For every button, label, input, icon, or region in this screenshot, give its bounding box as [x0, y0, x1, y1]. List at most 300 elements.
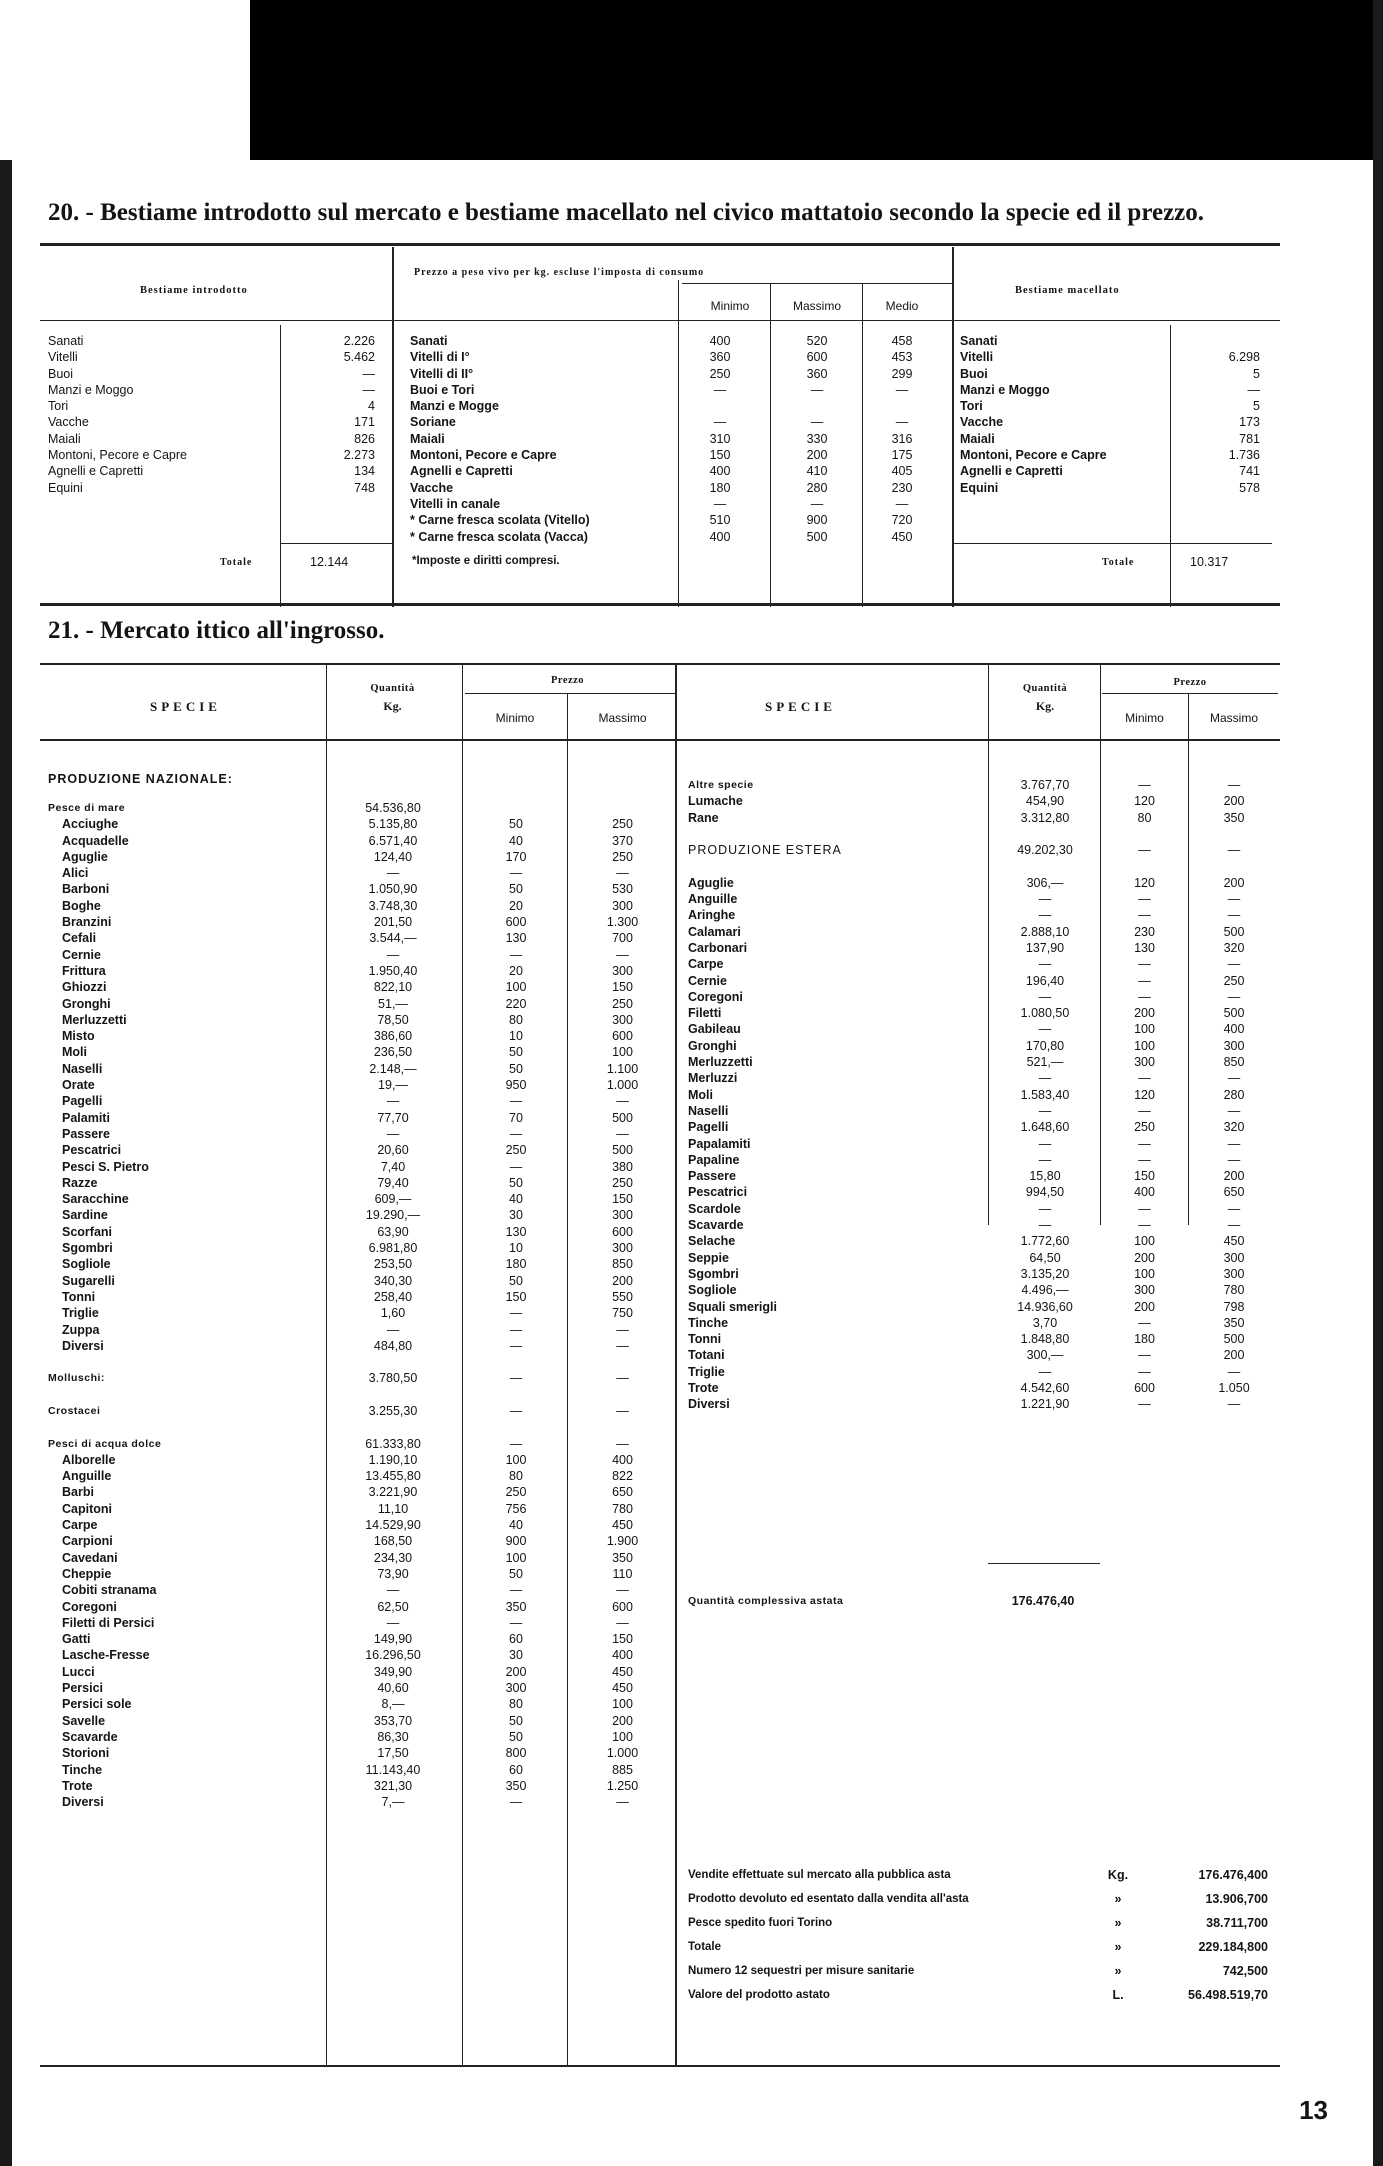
t21-right-min: — — [1138, 1218, 1151, 1233]
t21-left-row — [48, 1256, 673, 1272]
t21-left-quantity: 253,50 — [373, 1257, 413, 1272]
t21-left-label: Orate — [62, 1078, 95, 1093]
t21-summary-row — [688, 1887, 1278, 1911]
t20-introdotto-list — [48, 333, 388, 496]
t21-right-quantity: 306,— — [1026, 875, 1064, 890]
t21-right-label: Aguglie — [688, 875, 734, 890]
t20-macellato-row — [960, 349, 1265, 365]
t21-left-min: 200 — [505, 1664, 527, 1679]
t21-right-label: Trote — [688, 1380, 719, 1395]
t21-right-quantity: 3.312,80 — [1020, 810, 1070, 825]
t21-left-label: Cobiti stranama — [62, 1583, 157, 1598]
t21-right-row — [688, 1217, 1278, 1233]
t21-summary-row — [688, 1863, 1278, 1887]
t21-left-row — [48, 1582, 673, 1598]
t21-col-kg-right: Kg. — [1035, 699, 1055, 713]
t20-prezzi-row — [410, 366, 950, 382]
t20-macellato-row — [960, 382, 1265, 398]
t21-left-min: 50 — [509, 1045, 523, 1060]
t21-left-min: — — [509, 1795, 523, 1810]
t21-left-row — [48, 1468, 673, 1484]
t21-right-row — [688, 989, 1278, 1005]
t20-introdotto-label: Agnelli e Capretti — [48, 464, 144, 479]
t21-left-max: 300 — [612, 898, 633, 913]
t21-left-label: Merluzzetti — [62, 1012, 127, 1027]
t21-left-quantity: 78,50 — [377, 1012, 409, 1027]
t21-right-row — [688, 1103, 1278, 1119]
t20-introdotto-value: 2.226 — [343, 334, 375, 348]
t21-left-max: 450 — [612, 1518, 633, 1533]
t21-left-max: 1.000 — [606, 1746, 639, 1761]
t21-left-row — [48, 1745, 673, 1761]
t21-left-label: Pagelli — [62, 1094, 103, 1109]
t20-macellato-value: 5 — [1253, 366, 1260, 381]
t21-left-row — [48, 1533, 673, 1549]
t21-right-row — [688, 810, 1278, 826]
t21-left-quantity: 822,10 — [373, 980, 413, 995]
t21-left-label: Barboni — [62, 882, 110, 897]
t20-introdotto-row — [48, 431, 388, 447]
t21-left-max: 400 — [612, 1452, 633, 1467]
t20-macellato-row — [960, 398, 1265, 414]
t20-introdotto-value: 826 — [354, 431, 375, 446]
t21-left-min: 350 — [505, 1778, 527, 1793]
t21-right-quantity: 137,90 — [1025, 940, 1065, 955]
t21-left-quantity: 236,50 — [373, 1045, 413, 1060]
t21-left-quantity: 258,40 — [373, 1289, 413, 1304]
t20-prezzi-max: 900 — [806, 513, 828, 528]
t21-left-quantity: 14.529,90 — [365, 1518, 421, 1533]
t21-right-label: Anguille — [688, 892, 738, 907]
t21-left-row — [48, 1061, 673, 1077]
t20-prezzi-avg: 720 — [891, 513, 913, 528]
t21-left-label: Misto — [62, 1029, 95, 1044]
t21-right-max: 250 — [1223, 973, 1245, 988]
t20-totale-introdotto: 12.144 — [310, 555, 349, 569]
t21-left-label: Barbi — [62, 1485, 94, 1500]
t21-left-row — [48, 1696, 673, 1712]
t21-col-min-left: Minimo — [495, 711, 535, 725]
t21-right-label: Calamari — [688, 924, 741, 939]
t21-left-row — [48, 1093, 673, 1109]
t20-introdotto-value: 2.273 — [343, 448, 375, 463]
t21-summary-unit: L. — [1112, 1988, 1124, 2002]
t21-right-quantity: 2.888,10 — [1020, 924, 1070, 939]
t21-right-max: 780 — [1223, 1283, 1245, 1298]
t21-summary-label: Totale — [688, 1941, 722, 1953]
t21-left-min: — — [509, 947, 523, 962]
t21-left-min: — — [509, 1615, 523, 1630]
t21-left-max: 300 — [612, 1241, 633, 1256]
t21-summary-value: 56.498.519,70 — [1188, 1988, 1268, 2002]
t21-left-min: — — [509, 1338, 523, 1353]
t20-macellato-row — [960, 463, 1265, 479]
t20-macellato-value: 173 — [1239, 415, 1260, 430]
t20-note: *Imposte e diritti compresi. — [412, 555, 560, 567]
t21-left-quantity: 1,60 — [380, 1306, 406, 1321]
t21-left-quantity: 11,10 — [377, 1501, 409, 1516]
t20-introdotto-row — [48, 447, 388, 463]
t21-left-label: Crostacei — [48, 1404, 101, 1417]
t21-left-max: — — [616, 1338, 629, 1353]
t21-left-quantity: 7,— — [381, 1795, 405, 1810]
t21-left-min: — — [509, 1371, 523, 1386]
t21-left-quantity: 1.190,10 — [368, 1452, 418, 1467]
t21-left-min: 20 — [509, 898, 523, 913]
t21-total-rule — [988, 1563, 1100, 1564]
t21-left-quantity: — — [386, 947, 400, 962]
t21-left-max: 1.300 — [606, 915, 639, 930]
t20-prezzi-min: — — [713, 496, 727, 511]
t21-right-quantity: — — [1038, 1152, 1052, 1167]
t21-right-min: 130 — [1134, 940, 1155, 955]
t21-left-row — [48, 1647, 673, 1663]
t21-left-max: 200 — [612, 1713, 633, 1728]
t20-prezzi-label: Vacche — [410, 480, 454, 495]
t21-col-specie-left: SPECIE — [150, 699, 221, 714]
t21-left-max: 250 — [612, 817, 633, 832]
t21-right-label: Lumache — [688, 794, 743, 809]
t21-right-quantity: — — [1038, 1201, 1052, 1216]
t21-left-label: Cefali — [62, 931, 97, 946]
t21-right-max: 200 — [1223, 794, 1245, 809]
t20-prezzi-list — [410, 333, 950, 545]
t21-right-label: Papaline — [688, 1152, 740, 1167]
t21-right-quantity: — — [1038, 1364, 1052, 1379]
t20-introdotto-row — [48, 463, 388, 479]
t20-prezzi-min: 250 — [709, 366, 731, 381]
t21-right-quantity: 994,50 — [1025, 1185, 1065, 1200]
t20-totale-macellato-label: Totale — [1102, 557, 1135, 568]
t21-right-label: Gabileau — [688, 1022, 741, 1037]
t21-left-quantity: 16.296,50 — [365, 1648, 421, 1663]
t21-left-row — [48, 1289, 673, 1305]
t21-left-max: 500 — [612, 1143, 633, 1158]
t20-macellato-label: Tori — [960, 399, 983, 414]
t20-introdotto-row — [48, 480, 388, 496]
t21-left-min: 50 — [509, 1713, 523, 1728]
t20-macellato-label: Manzi e Moggo — [960, 382, 1050, 397]
t20-macellato-label: Buoi — [960, 366, 988, 381]
t21-left-label: Pesci di acqua dolce — [48, 1437, 162, 1450]
t21-left-max: 150 — [612, 980, 633, 995]
t21-left-label: Passere — [62, 1126, 110, 1141]
t21-left-row — [48, 1387, 673, 1403]
t21-right-max: 798 — [1223, 1299, 1245, 1314]
t21-right-min: — — [1138, 908, 1151, 923]
t21-right-row — [688, 1038, 1278, 1054]
t21-left-min: — — [509, 1403, 523, 1418]
t21-left-label: Diversi — [62, 1795, 104, 1810]
t21-right-label: Papalamiti — [688, 1136, 751, 1151]
t21-right-quantity: 454,90 — [1025, 794, 1065, 809]
t21-right-max: — — [1227, 1364, 1241, 1379]
t21-right-min: — — [1138, 843, 1151, 858]
t21-prezzo-rule-left — [465, 693, 675, 694]
t21-left-min: 250 — [505, 1143, 527, 1158]
t21-left-min: 100 — [505, 980, 527, 995]
t21-left-max: — — [616, 1126, 629, 1141]
t21-right-min: 300 — [1134, 1055, 1155, 1070]
t21-right-row — [688, 777, 1278, 793]
t21-right-row — [688, 858, 1278, 874]
t21-right-quantity: 521,— — [1026, 1055, 1064, 1070]
t21-left-quantity: 3.780,50 — [368, 1371, 418, 1386]
t21-right-min: 150 — [1134, 1169, 1155, 1184]
t21-right-max: 400 — [1223, 1022, 1245, 1037]
t21-right-label: Altre specie — [688, 779, 754, 791]
t21-summary-value: 176.476,400 — [1198, 1868, 1268, 1882]
t21-left-min: 10 — [509, 1241, 523, 1256]
t20-prezzi-label: Manzi e Mogge — [410, 399, 499, 414]
t21-left-label: Coregoni — [62, 1599, 117, 1614]
t21-top-rule — [40, 663, 1280, 665]
t21-right-label: Seppie — [688, 1250, 729, 1265]
t21-left-label: Diversi — [62, 1338, 104, 1353]
t21-left-max: — — [616, 1615, 629, 1630]
t21-right-quantity: — — [1038, 1218, 1052, 1233]
t20-prezzi-min: 400 — [709, 529, 731, 544]
t21-right-max: 650 — [1223, 1185, 1245, 1200]
t21-left-min: — — [509, 1126, 523, 1141]
t21-summary-unit: » — [1114, 1940, 1122, 1954]
t21-right-max: 200 — [1223, 1169, 1245, 1184]
t21-right-label: Carbonari — [688, 940, 748, 955]
t21-left-quantity: 8,— — [381, 1697, 405, 1712]
t21-left-label: Carpioni — [62, 1534, 113, 1549]
t20-macellato-row — [960, 431, 1265, 447]
t20-macellato-label: Vacche — [960, 415, 1004, 430]
t21-left-row — [48, 1175, 673, 1191]
t21-right-max: 320 — [1223, 940, 1245, 955]
t20-macellato-value: 781 — [1239, 431, 1260, 446]
t20-macellato-label: Vitelli — [960, 350, 994, 365]
t21-left-quantity: 3.748,30 — [368, 898, 418, 913]
t20-prezzi-avg: — — [895, 496, 909, 511]
t21-left-label: Carpe — [62, 1518, 98, 1533]
t21-right-row — [688, 1282, 1278, 1298]
t21-right-min: 100 — [1134, 1022, 1155, 1037]
t21-right-row — [688, 1152, 1278, 1168]
t21-left-row — [48, 1729, 673, 1745]
t21-right-min: 80 — [1137, 810, 1152, 825]
t21-right-label: Pagelli — [688, 1120, 729, 1135]
t21-left-row — [48, 1370, 673, 1386]
t20-introdotto-value: 5.462 — [343, 350, 375, 365]
t21-left-label: Scavarde — [62, 1729, 118, 1744]
t21-right-row — [688, 1201, 1278, 1217]
t21-left-max: 850 — [612, 1257, 633, 1272]
t21-left-row — [48, 1191, 673, 1207]
t21-left-max: — — [616, 866, 629, 881]
t21-left-max: 400 — [612, 1648, 633, 1663]
t20-introdotto-row — [48, 366, 388, 382]
t20-col-avg: Medio — [885, 299, 919, 313]
t21-col-specie-right: SPECIE — [765, 699, 836, 714]
t21-left-label: Savelle — [62, 1713, 106, 1728]
t20-macellato-label: Montoni, Pecore e Capre — [960, 448, 1107, 463]
t20-prezzi-row — [410, 529, 950, 545]
t21-right-label: Merluzzi — [688, 1071, 738, 1086]
t21-left-max: 300 — [612, 1012, 633, 1027]
t21-right-max: 350 — [1223, 1315, 1245, 1330]
t21-right-max: 300 — [1223, 1250, 1245, 1265]
t21-left-row — [48, 1354, 673, 1370]
t21-right-min: 120 — [1134, 1087, 1155, 1102]
t21-left-quantity: 19.290,— — [365, 1208, 421, 1223]
t21-left-row — [48, 1126, 673, 1142]
t21-left-min: 80 — [509, 1697, 523, 1712]
t21-left-row — [48, 947, 673, 963]
t21-left-quantity: — — [386, 1583, 400, 1598]
t20-left-header: Bestiame introdotto — [140, 285, 248, 296]
t20-prezzi-min: — — [713, 415, 727, 430]
t21-left-label: Cernie — [62, 947, 101, 962]
t21-left-min: 350 — [505, 1599, 527, 1614]
t20-prezzi-avg: 453 — [891, 350, 913, 365]
t21-left-row — [48, 1305, 673, 1321]
t21-left-row — [48, 914, 673, 930]
t20-mid-rule — [682, 283, 952, 284]
t20-prezzi-label: Soriane — [410, 415, 456, 430]
t21-left-quantity: — — [386, 1322, 400, 1337]
t21-left-quantity: — — [386, 1126, 400, 1141]
t21-left-label: Persici — [62, 1681, 104, 1696]
t20-col-max: Massimo — [792, 299, 841, 313]
t21-left-min: 50 — [509, 1273, 523, 1288]
t21-left-min: 100 — [505, 1550, 527, 1565]
t21-left-row — [48, 881, 673, 897]
t21-summary-label: Vendite effettuate sul mercato alla pubblica asta — [688, 1869, 951, 1881]
table20-title: 20. - Bestiame introdotto sul mercato e bestiame macellato nel civico mattatoio secondo la specie ed il prezzo. — [48, 199, 1205, 226]
t21-right-row — [688, 907, 1278, 923]
t21-right-label: Cernie — [688, 973, 727, 988]
t21-right-min: 200 — [1134, 1006, 1155, 1021]
t21-left-quantity: 19,— — [378, 1078, 408, 1093]
t21-summary-label: Numero 12 sequestri per misure sanitarie — [688, 1965, 915, 1977]
t21-left-max: 1.250 — [606, 1778, 639, 1793]
t21-left-row — [48, 1550, 673, 1566]
t21-right-min: — — [1138, 989, 1151, 1004]
t21-left-min: 50 — [509, 817, 523, 832]
t21-left-label: Boghe — [62, 898, 101, 913]
t21-left-max: 822 — [612, 1469, 633, 1484]
t20-macellato-label: Agnelli e Capretti — [960, 464, 1063, 479]
t21-left-max: 600 — [612, 1224, 633, 1239]
t20-prezzi-row — [410, 398, 950, 414]
t21-left-row — [48, 1501, 673, 1517]
t21-right-min: 230 — [1134, 924, 1155, 939]
t21-left-min: 100 — [505, 1452, 527, 1467]
t21-left-row — [48, 979, 673, 995]
t20-prezzi-max: — — [810, 382, 824, 397]
t21-right-min: 120 — [1134, 794, 1155, 809]
t21-left-quantity: 6.981,80 — [368, 1241, 418, 1256]
scan-top-white — [0, 0, 250, 160]
t21-right-row — [688, 1136, 1278, 1152]
t21-right-row — [688, 1021, 1278, 1037]
t21-left-min: 40 — [509, 833, 523, 848]
t21-left-label: Alici — [62, 866, 89, 881]
t21-right-label: Filetti — [688, 1006, 722, 1021]
t20-vline-1 — [392, 247, 394, 607]
t21-left-min: — — [509, 1583, 523, 1598]
t21-right-label: Diversi — [688, 1397, 730, 1412]
t21-right-quantity: 1.648,60 — [1020, 1120, 1070, 1135]
t21-right-quantity: 49.202,30 — [1017, 843, 1073, 858]
t21-left-quantity: 124,40 — [373, 849, 413, 864]
t21-left-min: 50 — [509, 882, 523, 897]
t21-left-max: 780 — [612, 1501, 633, 1516]
t21-right-row — [688, 940, 1278, 956]
t21-right-min: 100 — [1134, 1266, 1155, 1281]
t21-left-label: Storioni — [62, 1746, 110, 1761]
t21-summary-row — [688, 1911, 1278, 1935]
t21-right-row — [688, 842, 1278, 858]
t20-prezzi-row — [410, 333, 950, 349]
t21-left-min: 50 — [509, 1175, 523, 1190]
t21-left-quantity: 149,90 — [373, 1632, 413, 1647]
table20-top-rule — [40, 243, 1280, 246]
t21-left-quantity: 484,80 — [373, 1338, 413, 1353]
t21-right-min: — — [1138, 1348, 1151, 1363]
t21-right-row — [688, 973, 1278, 989]
t21-left-max: 380 — [612, 1159, 633, 1174]
t20-macellato-value: 5 — [1253, 399, 1260, 414]
t21-left-max: 600 — [612, 1029, 633, 1044]
t21-left-label: Cheppie — [62, 1566, 112, 1581]
t21-left-max: 250 — [612, 849, 633, 864]
t21-right-min: 180 — [1134, 1332, 1155, 1347]
t21-left-min: 80 — [509, 1469, 523, 1484]
t21-left-row — [48, 1044, 673, 1060]
t21-left-max: 885 — [612, 1762, 633, 1777]
t20-prezzi-max: 500 — [806, 529, 828, 544]
t20-prezzi-label: Montoni, Pecore e Capre — [410, 448, 557, 463]
t20-introdotto-label: Tori — [48, 399, 69, 414]
t21-left-label: Pesci S. Pietro — [62, 1159, 149, 1174]
t21-left-max: — — [616, 1436, 629, 1451]
t21-left-min: — — [509, 1306, 523, 1321]
t20-prezzi-avg: 230 — [891, 480, 913, 495]
t20-introdotto-value: 4 — [368, 399, 375, 414]
t21-left-max: 110 — [612, 1566, 633, 1581]
t21-left-quantity: 353,70 — [373, 1713, 413, 1728]
table21-title: 21. - Mercato ittico all'ingrosso. — [48, 617, 385, 644]
t21-header-bottom-rule — [40, 739, 1280, 741]
t20-vline-5 — [952, 247, 954, 607]
t20-prezzi-min: 510 — [709, 513, 731, 528]
t21-left-max: 150 — [612, 1192, 633, 1207]
t20-prezzi-max: — — [810, 415, 824, 430]
t21-right-row — [688, 1168, 1278, 1184]
t20-total-rule-right — [952, 543, 1272, 544]
t21-left-label: Anguille — [62, 1469, 112, 1484]
t21-right-min: — — [1138, 778, 1151, 792]
t21-left-row — [48, 1338, 673, 1354]
t21-right-min: — — [1138, 1364, 1151, 1379]
t21-left-row — [48, 833, 673, 849]
t21-total-value: 176.476,40 — [1011, 1594, 1075, 1608]
t20-introdotto-label: Maiali — [48, 431, 81, 446]
t21-col-quant-left: Quantità — [370, 683, 415, 694]
t21-left-quantity: — — [386, 1615, 400, 1630]
t21-right-quantity: 3.767,70 — [1020, 778, 1070, 792]
t21-left-quantity: 40,60 — [377, 1681, 409, 1696]
t21-left-quantity: 5.135,80 — [368, 817, 418, 832]
t21-left-row — [48, 1028, 673, 1044]
t20-introdotto-label: Manzi e Moggo — [48, 382, 134, 397]
